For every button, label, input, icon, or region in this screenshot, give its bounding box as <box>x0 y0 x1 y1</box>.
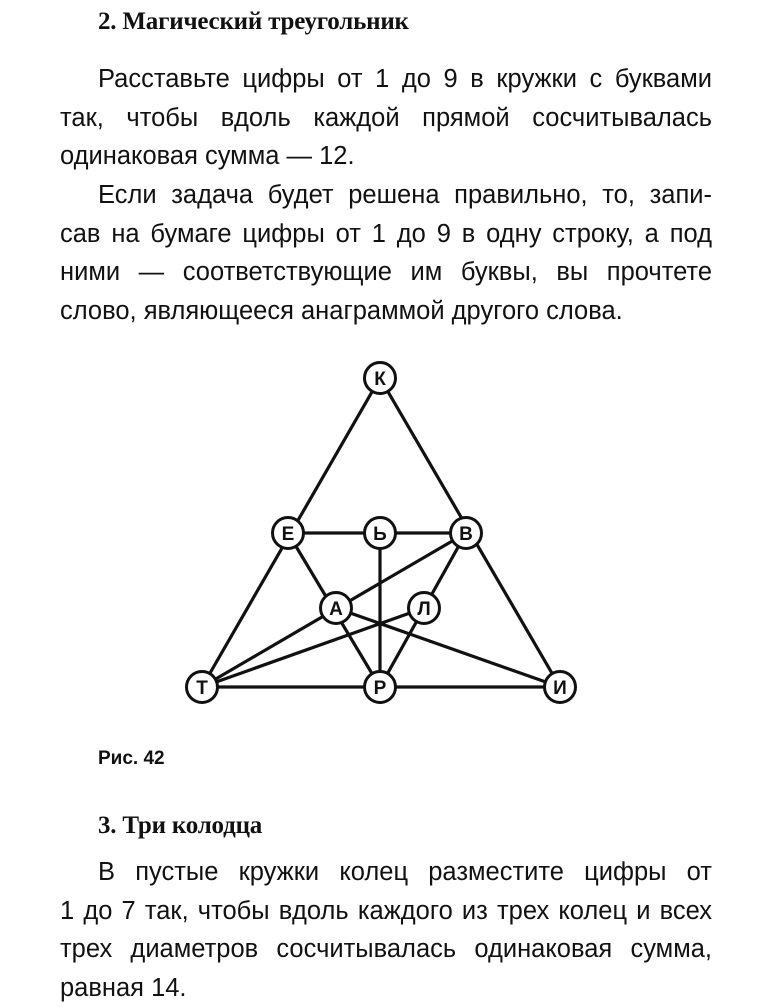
node-v <box>451 518 482 549</box>
node-r <box>365 672 396 703</box>
node-e <box>273 518 304 549</box>
section-3-paragraph-1 <box>60 853 712 1007</box>
text-line: Если задача будет решена правильно, то, запи- <box>60 176 712 215</box>
text-line: трех диаметров сосчитывалась одинаковая сумма, <box>60 930 712 969</box>
text-line: так, чтобы вдоль каждой прямой сосчитывалась <box>60 99 712 138</box>
text-line: 1 до 7 так, чтобы вдоль каждого из трех колец и всех <box>60 892 712 931</box>
text-line: равная 14. <box>60 969 712 1007</box>
section-3-title: 3. Три колодца <box>98 812 262 840</box>
node-a <box>321 593 352 624</box>
text-line: ними — соответствующие им буквы, вы прочтете <box>60 253 712 292</box>
text-line: слово, являющееся анаграммой другого слова. <box>60 292 712 331</box>
text-line: В пустые кружки колец разместите цифры от <box>60 853 712 892</box>
node-soft-sign <box>365 518 396 549</box>
node-label: В <box>459 524 473 545</box>
text-line: Расставьте цифры от 1 до 9 в кружки с буквами <box>60 60 712 99</box>
section-2-title: 2. Магический треугольник <box>98 8 409 36</box>
node-i <box>545 672 576 703</box>
node-label: А <box>329 599 343 620</box>
text-line: сав на бумаге цифры от 1 до 9 в одну строку, а под <box>60 215 712 254</box>
node-label: Т <box>196 678 208 699</box>
node-l <box>409 593 440 624</box>
node-label: Ь <box>373 524 387 545</box>
node-label: Л <box>417 599 430 620</box>
node-label: Е <box>282 524 295 545</box>
node-label: И <box>553 678 567 699</box>
node-label: К <box>374 369 386 390</box>
text-line: одинаковая сумма — 12. <box>60 137 712 176</box>
node-t <box>187 672 218 703</box>
node-label: Р <box>374 678 387 699</box>
figure-caption: Рис. 42 <box>98 748 165 770</box>
node-k <box>365 363 396 394</box>
